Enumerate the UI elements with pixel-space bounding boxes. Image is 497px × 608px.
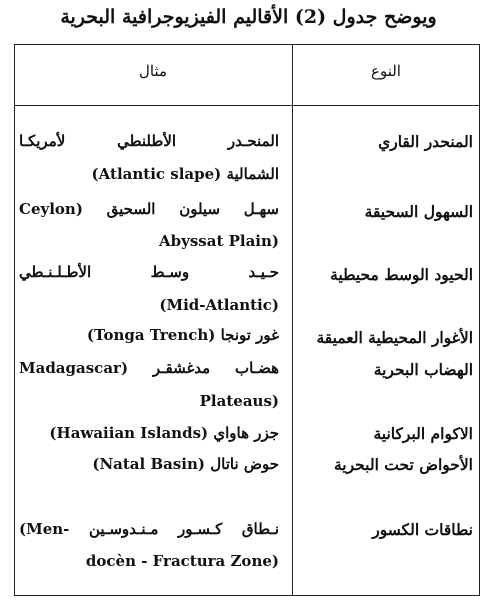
row-example-line: (Mid-Atlantic) <box>159 296 279 314</box>
row-example-line: المنحـدر الأطلنطي لأمريكـا <box>19 132 279 150</box>
row-example-line: docèn - Fractura Zone) <box>85 552 279 570</box>
row-example-line: سهـل سيلون السحيق (Ceylon <box>19 200 279 218</box>
row-example-line: هضـاب مدغشقـر (Madagascar <box>19 359 279 377</box>
row-type: الحيود الوسط محيطية <box>330 265 473 284</box>
row-example-line: Abyssat Plain) <box>159 232 279 250</box>
row-example-line: حـيـد وسـط الأطـلـنـطي <box>19 263 279 281</box>
row-example-line: نـطاق كـسـور مـنـدوسـين -Men) <box>19 520 279 538</box>
row-example-line: الشمالية (Atlantic slape) <box>91 165 279 183</box>
table-frame <box>14 44 480 596</box>
header-divider <box>14 105 480 106</box>
row-type: السهول السحيقة <box>364 202 473 221</box>
header-type: النوع <box>371 62 401 80</box>
row-example-line: جزر هاواي (Hawaiian Islands) <box>49 424 279 442</box>
row-type: الاكوام البركانية <box>373 424 473 443</box>
header-example: مثال <box>138 62 168 80</box>
row-type: الأحواض تحت البحرية <box>333 455 473 474</box>
row-example-line: غور تونجا (Tonga Trench) <box>86 326 279 344</box>
row-type: الهضاب البحرية <box>373 360 473 379</box>
row-type: نطاقات الكسور <box>372 520 473 539</box>
row-type: المنحدر القاري <box>378 132 473 151</box>
column-divider <box>292 44 293 596</box>
document-title: ويوضح جدول (2) الأقاليم الفيزيوجرافية البحرية <box>60 6 437 28</box>
row-example-line: حوض ناتال (Natal Basin) <box>92 455 279 473</box>
row-example-line: Plateaus) <box>199 392 279 410</box>
row-type: الأغوار المحيطية العميقة <box>316 328 473 347</box>
